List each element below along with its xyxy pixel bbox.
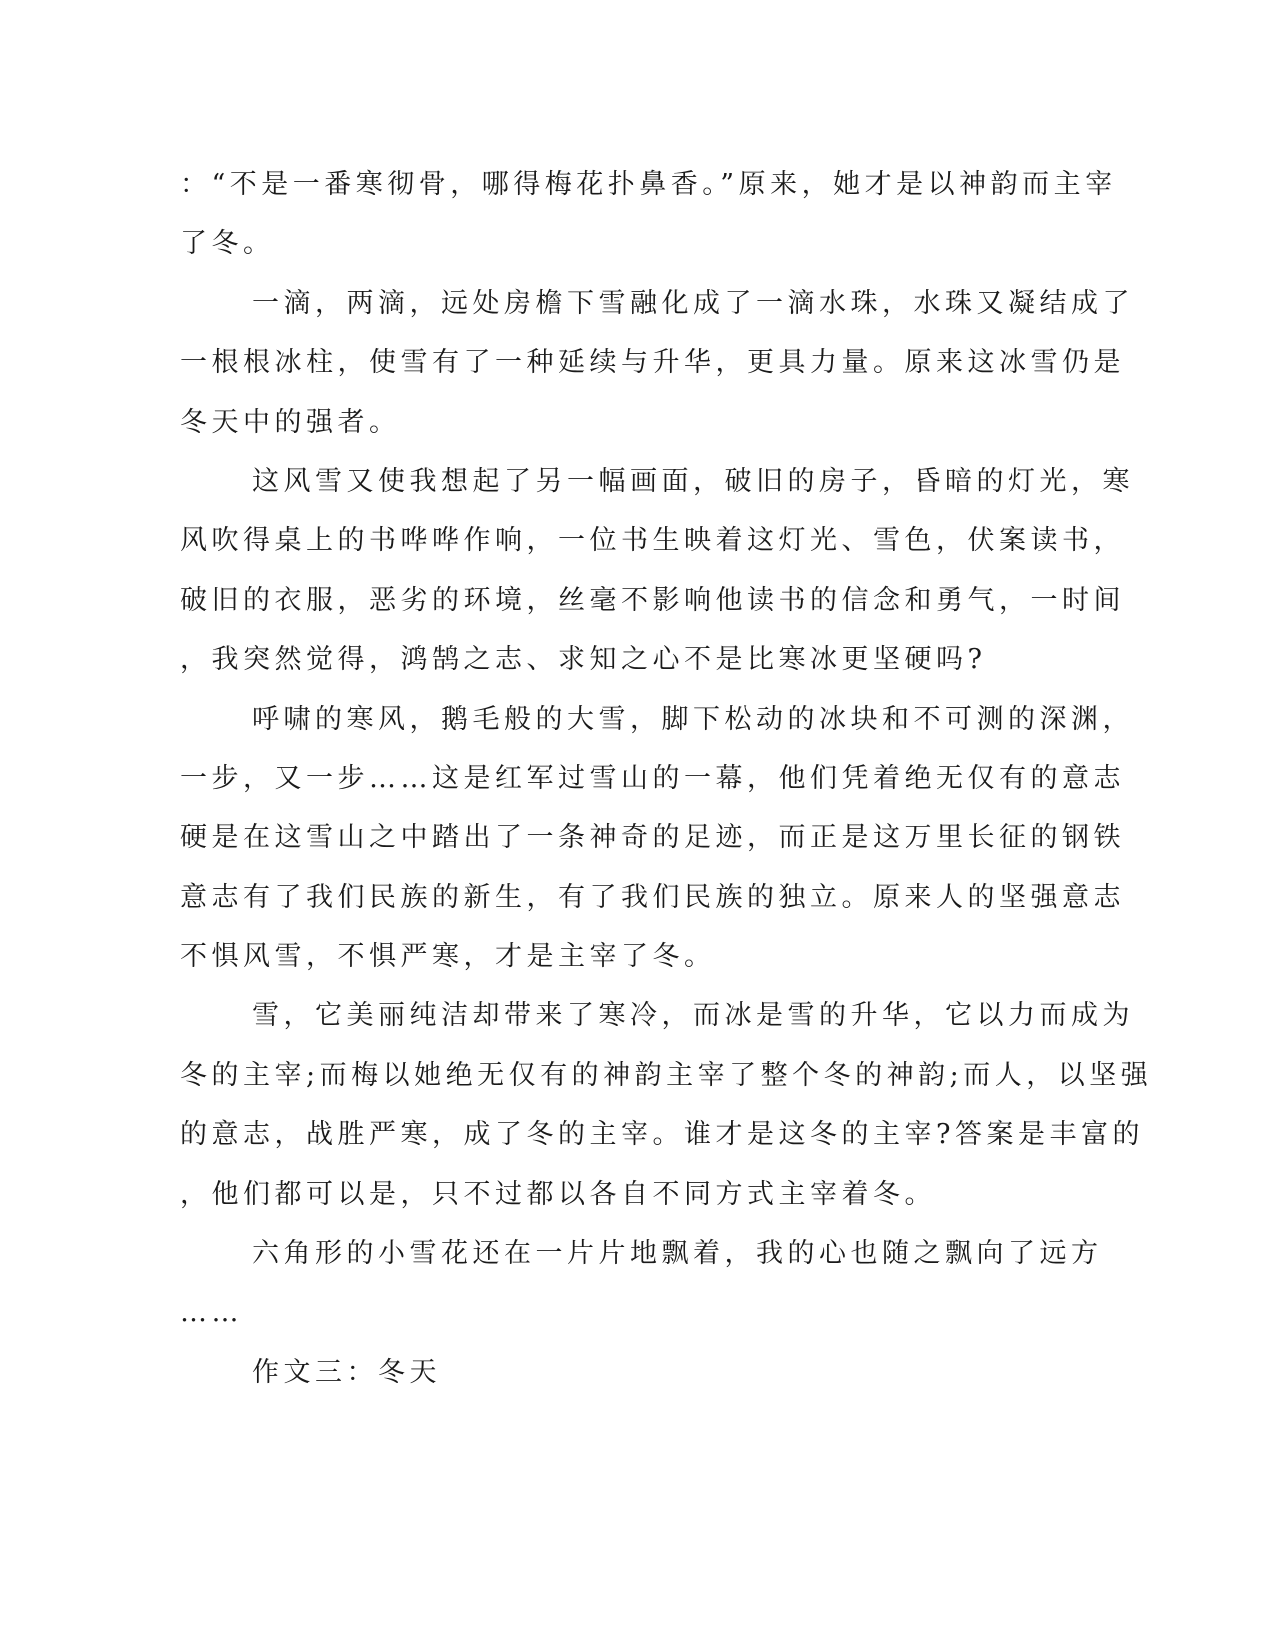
text-line: 的意志，战胜严寒，成了冬的主宰。谁才是这冬的主宰?答案是丰富的 bbox=[180, 1119, 1144, 1151]
text-line: ，他们都可以是，只不过都以各自不同方式主宰着冬。 bbox=[180, 1178, 936, 1210]
text-line: 冬的主宰;而梅以她绝无仅有的神韵主宰了整个冬的神韵;而人，以坚强 bbox=[180, 1059, 1153, 1091]
text-line: 破旧的衣服，恶劣的环境，丝毫不影响他读书的信念和勇气，一时间 bbox=[180, 584, 1125, 616]
paragraph-start-line: 呼啸的寒风，鹅毛般的大雪，脚下松动的冰块和不可测的深渊， bbox=[252, 703, 1134, 735]
paragraph-start-line: 雪，它美丽纯洁却带来了寒冷，而冰是雪的升华，它以力而成为 bbox=[252, 1000, 1134, 1032]
text-line: 硬是在这雪山之中踏出了一条神奇的足迹，而正是这万里长征的钢铁 bbox=[180, 822, 1125, 854]
text-line: 冬天中的强者。 bbox=[180, 406, 401, 438]
paragraph-start-line: 这风雪又使我想起了另一幅画面，破旧的房子，昏暗的灯光，寒 bbox=[252, 465, 1134, 497]
text-line: 了冬。 bbox=[180, 228, 275, 260]
paragraph-start-line: 一滴，两滴，远处房檐下雪融化成了一滴水珠，水珠又凝结成了 bbox=[252, 287, 1134, 319]
paragraph-start-line: 六角形的小雪花还在一片片地飘着，我的心也随之飘向了远方 bbox=[252, 1238, 1103, 1270]
text-line: 一根根冰柱，使雪有了一种延续与升华，更具力量。原来这冰雪仍是 bbox=[180, 347, 1125, 379]
essay-body bbox=[180, 155, 1153, 1402]
text-line: …… bbox=[180, 1297, 243, 1329]
text-line: 意志有了我们民族的新生，有了我们民族的独立。原来人的坚强意志 bbox=[180, 881, 1125, 913]
section-heading: 作文三：冬天 bbox=[252, 1356, 441, 1388]
text-line: 不惧风雪，不惧严寒，才是主宰了冬。 bbox=[180, 941, 716, 973]
text-line: ，我突然觉得，鸿鹄之志、求知之心不是比寒冰更坚硬吗? bbox=[180, 644, 987, 676]
text-line: ：“不是一番寒彻骨，哪得梅花扑鼻香。”原来，她才是以神韵而主宰 bbox=[180, 169, 1117, 200]
text-line: 一步，又一步……这是红军过雪山的一幕，他们凭着绝无仅有的意志 bbox=[180, 762, 1125, 794]
text-line: 风吹得桌上的书哗哗作响，一位书生映着这灯光、雪色，伏案读书， bbox=[180, 525, 1125, 557]
